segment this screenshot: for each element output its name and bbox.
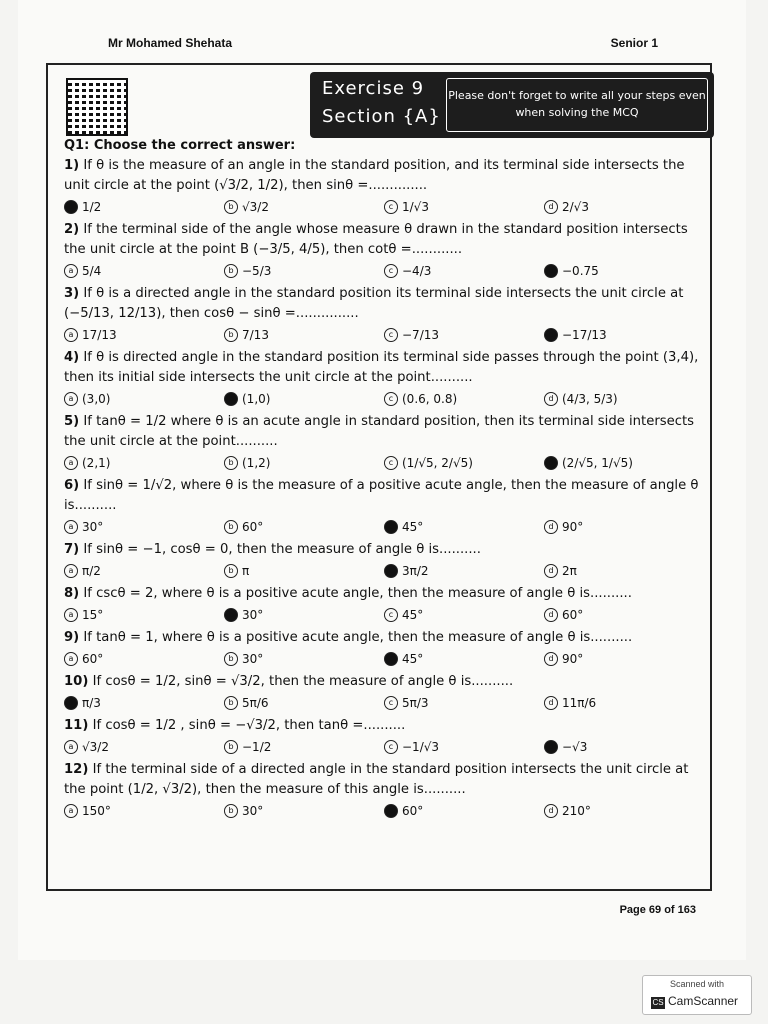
answer-options bbox=[64, 324, 704, 346]
question-heading: Q1: Choose the correct answer: bbox=[64, 138, 296, 153]
answer-options bbox=[64, 452, 704, 474]
option-value: 90° bbox=[562, 652, 584, 666]
answer-option[interactable] bbox=[224, 692, 384, 714]
question-item bbox=[64, 412, 704, 452]
option-letter-icon: c bbox=[384, 696, 398, 710]
answer-option[interactable] bbox=[544, 736, 704, 758]
question-item bbox=[64, 584, 704, 604]
camscanner-logo-icon: CS bbox=[652, 998, 664, 1007]
answer-option[interactable] bbox=[384, 196, 544, 218]
option-value: (3,0) bbox=[82, 392, 111, 406]
answer-option[interactable] bbox=[64, 452, 224, 474]
option-value: π bbox=[242, 564, 250, 578]
option-letter-icon: d bbox=[544, 520, 558, 534]
answer-option[interactable] bbox=[224, 736, 384, 758]
answer-option[interactable] bbox=[544, 324, 704, 346]
option-value: −0.75 bbox=[562, 264, 599, 278]
option-value: π/2 bbox=[82, 564, 101, 578]
question-list bbox=[64, 138, 704, 824]
option-value: 11π/6 bbox=[562, 696, 597, 710]
option-value: 2π bbox=[562, 564, 577, 578]
selected-bubble-icon: d bbox=[544, 740, 558, 754]
option-value: −1/2 bbox=[242, 740, 272, 754]
option-letter-icon: b bbox=[224, 652, 238, 666]
answer-option[interactable] bbox=[384, 388, 544, 410]
answer-option[interactable] bbox=[384, 604, 544, 626]
answer-option[interactable] bbox=[224, 388, 384, 410]
question-text: If θ is directed angle in the standard position its terminal side passes through the point (3,4), then its initial side intersects the unit circle at the point.......... bbox=[64, 350, 699, 385]
answer-option[interactable] bbox=[64, 260, 224, 282]
question-text: If the terminal side of a directed angle in the standard position intersects the unit circle at the point (1/2, √3/2), then the measure of this angle is.......... bbox=[64, 762, 689, 797]
option-letter-icon: c bbox=[384, 740, 398, 754]
question-number: 1) bbox=[64, 158, 80, 173]
option-letter-icon: b bbox=[224, 696, 238, 710]
answer-option[interactable] bbox=[544, 560, 704, 582]
question-number: 8) bbox=[64, 586, 80, 601]
option-letter-icon: a bbox=[64, 804, 78, 818]
answer-option[interactable] bbox=[224, 516, 384, 538]
option-letter-icon: d bbox=[544, 652, 558, 666]
answer-options bbox=[64, 388, 704, 410]
option-value: 90° bbox=[562, 520, 584, 534]
question-item bbox=[64, 348, 704, 388]
answer-option[interactable] bbox=[384, 560, 544, 582]
option-value: −17/13 bbox=[562, 328, 607, 342]
answer-option[interactable] bbox=[224, 800, 384, 822]
selected-bubble-icon: a bbox=[64, 696, 78, 710]
author-name: Mr Mohamed Shehata bbox=[108, 36, 233, 50]
answer-option[interactable] bbox=[224, 452, 384, 474]
option-value: 3π/2 bbox=[402, 564, 429, 578]
answer-option[interactable] bbox=[64, 648, 224, 670]
question-number: 9) bbox=[64, 630, 80, 645]
option-letter-icon: a bbox=[64, 456, 78, 470]
instruction-note: Please don't forget to write all your steps even when solving the MCQ bbox=[446, 78, 708, 132]
option-letter-icon: b bbox=[224, 804, 238, 818]
option-letter-icon: c bbox=[384, 264, 398, 278]
scanner-line1: Scanned with bbox=[669, 979, 725, 989]
answer-option[interactable] bbox=[64, 692, 224, 714]
question-text: If cscθ = 2, where θ is a positive acute angle, then the measure of angle θ is.......... bbox=[83, 586, 632, 601]
option-value: 1/2 bbox=[82, 200, 102, 214]
selected-bubble-icon: c bbox=[384, 520, 398, 534]
option-letter-icon: a bbox=[64, 264, 78, 278]
question-item bbox=[64, 220, 704, 260]
exercise-banner bbox=[310, 72, 714, 138]
answer-options bbox=[64, 560, 704, 582]
page-number: Page 69 of 163 bbox=[619, 904, 696, 916]
question-number: 4) bbox=[64, 350, 80, 365]
question-number: 12) bbox=[64, 762, 89, 777]
option-value: 45° bbox=[402, 520, 424, 534]
question-text: If tanθ = 1/2 where θ is an acute angle in standard position, then its terminal side intersects the unit circle at the point.......... bbox=[64, 414, 695, 449]
question-item bbox=[64, 672, 704, 692]
option-letter-icon: b bbox=[224, 264, 238, 278]
question-number: 6) bbox=[64, 478, 80, 493]
answer-option[interactable] bbox=[544, 388, 704, 410]
option-value: −7/13 bbox=[402, 328, 440, 342]
selected-bubble-icon: d bbox=[544, 456, 558, 470]
option-letter-icon: d bbox=[544, 564, 558, 578]
option-value: 60° bbox=[82, 652, 104, 666]
option-value: 30° bbox=[242, 652, 264, 666]
question-text: If cosθ = 1/2 , sinθ = −√3/2, then tanθ =.......... bbox=[92, 718, 406, 733]
answer-option[interactable] bbox=[384, 692, 544, 714]
option-letter-icon: a bbox=[64, 608, 78, 622]
option-value: 45° bbox=[402, 608, 424, 622]
answer-option[interactable] bbox=[64, 516, 224, 538]
option-letter-icon: a bbox=[64, 740, 78, 754]
answer-option[interactable] bbox=[544, 196, 704, 218]
question-number: 2) bbox=[64, 222, 80, 237]
option-value: 5π/6 bbox=[242, 696, 269, 710]
answer-option[interactable] bbox=[544, 452, 704, 474]
option-letter-icon: d bbox=[544, 608, 558, 622]
question-number: 5) bbox=[64, 414, 80, 429]
answer-options bbox=[64, 604, 704, 626]
option-letter-icon: b bbox=[224, 740, 238, 754]
option-value: 60° bbox=[562, 608, 584, 622]
option-letter-icon: d bbox=[544, 200, 558, 214]
option-value: 150° bbox=[82, 804, 111, 818]
answer-option[interactable] bbox=[384, 736, 544, 758]
option-letter-icon: a bbox=[64, 328, 78, 342]
answer-options bbox=[64, 516, 704, 538]
option-value: 15° bbox=[82, 608, 104, 622]
option-letter-icon: a bbox=[64, 520, 78, 534]
option-value: 210° bbox=[562, 804, 591, 818]
question-number: 11) bbox=[64, 718, 89, 733]
option-value: (0.6, 0.8) bbox=[402, 392, 458, 406]
option-value: √3/2 bbox=[242, 200, 269, 214]
answer-option[interactable] bbox=[64, 736, 224, 758]
answer-option[interactable] bbox=[64, 604, 224, 626]
answer-option[interactable] bbox=[544, 516, 704, 538]
option-letter-icon: a bbox=[64, 392, 78, 406]
option-letter-icon: c bbox=[384, 328, 398, 342]
option-value: (2,1) bbox=[82, 456, 111, 470]
option-value: 5/4 bbox=[82, 264, 102, 278]
question-item bbox=[64, 476, 704, 516]
scanner-brand: CamScanner bbox=[668, 994, 739, 1008]
option-value: −4/3 bbox=[402, 264, 432, 278]
question-text: If sinθ = −1, cosθ = 0, then the measure of angle θ is.......... bbox=[83, 542, 481, 557]
question-text: If tanθ = 1, where θ is a positive acute angle, then the measure of angle θ is.......... bbox=[83, 630, 633, 645]
answer-option[interactable] bbox=[384, 452, 544, 474]
question-number: 3) bbox=[64, 286, 80, 301]
answer-option[interactable] bbox=[224, 604, 384, 626]
question-item bbox=[64, 156, 704, 196]
selected-bubble-icon: c bbox=[384, 804, 398, 818]
option-value: √3/2 bbox=[82, 740, 109, 754]
answer-option[interactable] bbox=[64, 560, 224, 582]
question-text: If the terminal side of the angle whose measure θ drawn in the standard position intersects the unit circle at the point B (−3/5, 4/5), then cotθ =............ bbox=[64, 222, 688, 257]
option-value: −1/√3 bbox=[402, 740, 440, 754]
selected-bubble-icon: c bbox=[384, 564, 398, 578]
answer-option[interactable] bbox=[64, 196, 224, 218]
selected-bubble-icon: b bbox=[224, 608, 238, 622]
answer-options bbox=[64, 648, 704, 670]
answer-options bbox=[64, 736, 704, 758]
selected-bubble-icon: b bbox=[224, 392, 238, 406]
question-item bbox=[64, 760, 704, 800]
option-value: 45° bbox=[402, 652, 424, 666]
selected-bubble-icon: d bbox=[544, 328, 558, 342]
answer-option[interactable] bbox=[64, 388, 224, 410]
option-letter-icon: a bbox=[64, 652, 78, 666]
option-letter-icon: d bbox=[544, 696, 558, 710]
option-letter-icon: c bbox=[384, 392, 398, 406]
question-number: 10) bbox=[64, 674, 89, 689]
option-value: −√3 bbox=[562, 740, 588, 754]
answer-options bbox=[64, 692, 704, 714]
grade-label: Senior 1 bbox=[610, 36, 658, 50]
option-value: π/3 bbox=[82, 696, 101, 710]
question-item bbox=[64, 628, 704, 648]
answer-option[interactable] bbox=[224, 560, 384, 582]
option-value: 60° bbox=[402, 804, 424, 818]
answer-options bbox=[64, 800, 704, 822]
answer-option[interactable] bbox=[384, 800, 544, 822]
question-text: If θ is a directed angle in the standard position its terminal side intersects the unit circle at (−5/13, 12/13), then cosθ − sinθ =............... bbox=[64, 286, 684, 321]
qr-code-icon bbox=[66, 78, 128, 136]
answer-option[interactable] bbox=[224, 260, 384, 282]
answer-option[interactable] bbox=[224, 196, 384, 218]
option-value: 1/√3 bbox=[402, 200, 429, 214]
option-letter-icon: a bbox=[64, 564, 78, 578]
answer-options bbox=[64, 260, 704, 282]
answer-option[interactable] bbox=[384, 516, 544, 538]
scanner-line2 bbox=[651, 994, 738, 1009]
selected-bubble-icon: d bbox=[544, 264, 558, 278]
section-title: Section {A} bbox=[322, 106, 441, 127]
option-value: 7/13 bbox=[242, 328, 269, 342]
answer-option[interactable] bbox=[384, 648, 544, 670]
option-value: (1/√5, 2/√5) bbox=[402, 456, 473, 470]
exercise-title: Exercise 9 bbox=[322, 78, 425, 99]
question-item bbox=[64, 540, 704, 560]
option-value: −5/3 bbox=[242, 264, 272, 278]
option-letter-icon: b bbox=[224, 456, 238, 470]
answer-option[interactable] bbox=[384, 324, 544, 346]
answer-option[interactable] bbox=[224, 324, 384, 346]
option-value: (4/3, 5/3) bbox=[562, 392, 618, 406]
option-value: 60° bbox=[242, 520, 264, 534]
option-letter-icon: b bbox=[224, 564, 238, 578]
answer-option[interactable] bbox=[544, 260, 704, 282]
option-letter-icon: d bbox=[544, 804, 558, 818]
answer-option[interactable] bbox=[544, 800, 704, 822]
answer-option[interactable] bbox=[224, 648, 384, 670]
option-letter-icon: d bbox=[544, 392, 558, 406]
answer-option[interactable] bbox=[544, 648, 704, 670]
question-number: 7) bbox=[64, 542, 80, 557]
question-text: If θ is the measure of an angle in the standard position, and its terminal side intersects the unit circle at the point (√3/2, 1/2), then sinθ =.............. bbox=[64, 158, 685, 193]
answer-option[interactable] bbox=[384, 260, 544, 282]
question-text: If sinθ = 1/√2, where θ is the measure of a positive acute angle, then the measure of angle θ is.......... bbox=[64, 478, 699, 513]
option-value: 30° bbox=[82, 520, 104, 534]
option-value: 2/√3 bbox=[562, 200, 589, 214]
answer-option[interactable] bbox=[64, 800, 224, 822]
answer-option[interactable] bbox=[64, 324, 224, 346]
option-value: 30° bbox=[242, 804, 264, 818]
question-text: If cosθ = 1/2, sinθ = √3/2, then the measure of angle θ is.......... bbox=[92, 674, 514, 689]
option-letter-icon: c bbox=[384, 608, 398, 622]
question-item bbox=[64, 716, 704, 736]
option-value: 30° bbox=[242, 608, 264, 622]
option-letter-icon: b bbox=[224, 200, 238, 214]
option-value: 5π/3 bbox=[402, 696, 429, 710]
option-value: (2/√5, 1/√5) bbox=[562, 456, 633, 470]
option-value: (1,0) bbox=[242, 392, 271, 406]
selected-bubble-icon: c bbox=[384, 652, 398, 666]
question-item bbox=[64, 284, 704, 324]
selected-bubble-icon: a bbox=[64, 200, 78, 214]
scanner-watermark bbox=[642, 975, 752, 1015]
option-value: 17/13 bbox=[82, 328, 117, 342]
option-letter-icon: c bbox=[384, 456, 398, 470]
answer-options bbox=[64, 196, 704, 218]
option-letter-icon: b bbox=[224, 520, 238, 534]
option-letter-icon: b bbox=[224, 328, 238, 342]
answer-option[interactable] bbox=[544, 692, 704, 714]
option-letter-icon: c bbox=[384, 200, 398, 214]
option-value: (1,2) bbox=[242, 456, 271, 470]
answer-option[interactable] bbox=[544, 604, 704, 626]
